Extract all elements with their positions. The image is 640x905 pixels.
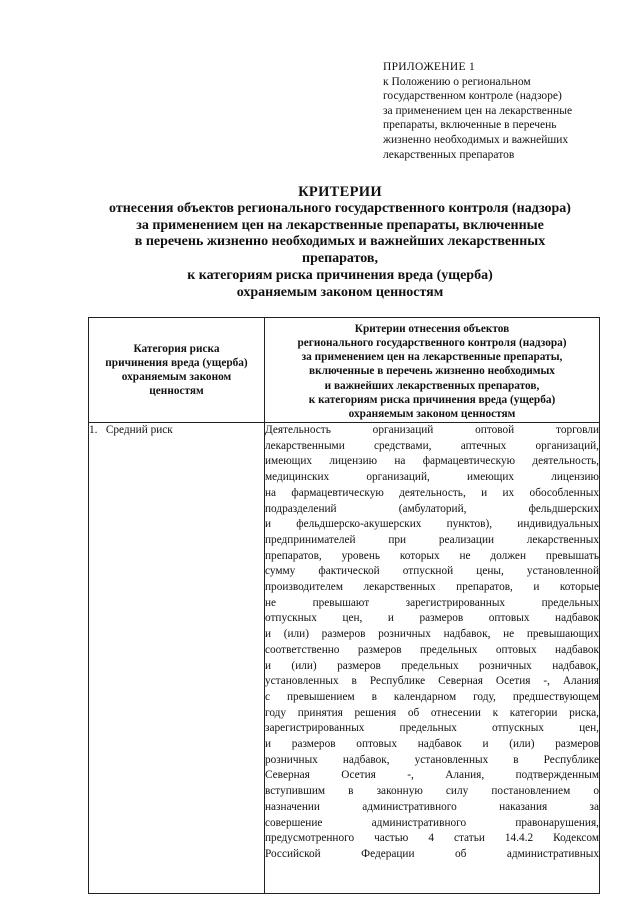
document-title — [40, 184, 640, 302]
header-criteria-line: включенные в перечень жизненно необходимых — [309, 365, 555, 378]
header-category-cell — [89, 318, 265, 423]
appendix-line: государственном контроле (надзоре) — [383, 90, 562, 103]
title-line: отнесения объектов регионального государственного контроля (надзора) — [109, 200, 571, 216]
header-category-line: Категория риска — [133, 342, 220, 355]
appendix-line: к Положению о региональном — [383, 75, 531, 88]
criteria-text-line: и (или) размеров предельных розничных надбавок, — [265, 659, 599, 672]
title-line: препаратов, — [302, 251, 378, 267]
criteria-text-line: вступившим в законную силу постановлением о — [265, 785, 599, 798]
criteria-text-line: и (или) размеров розничных надбавок, не превышающих — [265, 628, 599, 641]
criteria-text-line: Деятельность организаций оптовой торговли — [265, 424, 599, 436]
criteria-text-line: лекарственными средствами, аптечных организаций, — [265, 439, 599, 452]
header-category-line: охраняемым законом — [121, 371, 232, 383]
appendix-line: лекарственных препаратов — [383, 148, 515, 161]
header-criteria-cell — [265, 318, 600, 423]
title-line: к категориям риска причинения вреда (ущерба) — [187, 267, 493, 283]
table-row — [89, 423, 600, 894]
header-criteria-line: охраняемым законом ценностям — [348, 408, 516, 420]
risk-category-cell — [89, 423, 265, 894]
appendix-line: препараты, включенные в перечень — [383, 119, 557, 132]
criteria-text-line: зарегистрированных предельных отпускных цен, — [265, 722, 599, 735]
criteria-text-line: и фельдшерско-акушерских пунктов), индивидуальных — [265, 518, 599, 531]
criteria-text-line: на фармацевтическую деятельность, и их обособленных — [265, 486, 599, 499]
criteria-text-line: розничных надбавок, установленных в Республике — [265, 753, 599, 766]
header-criteria-line: регионального государственного контроля (надзора) — [297, 336, 567, 349]
criteria-text-line: установленных в Республике Северная Осетия -, Алания — [265, 675, 599, 688]
header-criteria-line: за применением цен на лекарственные препараты, — [301, 351, 563, 364]
criteria-text-line: медицинских организаций, имеющих лицензию — [265, 471, 599, 484]
header-category-line: ценностям — [149, 385, 204, 398]
criteria-text-line: не превышают зарегистрированных предельных — [265, 596, 599, 609]
criteria-text-line: с превышением в календарном году, предшествующем — [265, 690, 599, 703]
criteria-text-line: производителем лекарственных препаратов, и которые — [265, 581, 599, 594]
appendix-title: ПРИЛОЖЕНИЕ 1 — [383, 61, 476, 73]
header-criteria-line: к категориям риска причинения вреда (ущерба) — [308, 393, 556, 406]
criteria-text-line: подразделений (амбулаторий, фельдшерских — [265, 502, 599, 515]
criteria-text-line: препаратов, уровень которых не должен превышать — [265, 549, 599, 562]
header-criteria-line: и важнейших лекарственных препаратов, — [324, 379, 540, 392]
appendix-line: жизненно необходимых и важнейших — [383, 133, 569, 146]
criteria-table — [88, 317, 600, 894]
title-line: охраняемым законом ценностям — [236, 284, 444, 300]
title-line: за применением цен на лекарственные препараты, включенные — [136, 217, 544, 233]
criteria-text-line: совершение административного правонарушения, — [265, 816, 599, 829]
criteria-text-line: и размеров оптовых надбавок и (или) размеров — [265, 738, 599, 751]
criteria-text-line: предусмотренного частью 4 статьи 14.4.2 Кодексом — [265, 832, 599, 845]
appendix-block — [383, 60, 623, 162]
criteria-text-line: имеющих лицензию на фармацевтическую деятельность, — [265, 455, 599, 468]
criteria-text-line: соответственно размеров предельных оптовых надбавок — [265, 643, 599, 656]
criteria-text-line: предпринимателей при реализации лекарственных — [265, 533, 599, 546]
criteria-text-line: Российской Федерации об административных — [265, 847, 599, 860]
criteria-text-line: назначении административного наказания за — [265, 800, 599, 813]
risk-criteria-cell — [265, 423, 600, 894]
header-category-line: причинения вреда (ущерба) — [105, 356, 248, 369]
header-criteria-line: Критерии отнесения объектов — [354, 322, 510, 335]
criteria-text-line: сумму фактической отпускной цены, установленной — [265, 565, 599, 578]
title-line: в перечень жизненно необходимых и важнейших лекарственных — [134, 234, 546, 250]
appendix-line: за применением цен на лекарственные — [383, 104, 573, 117]
table-header-row — [89, 318, 600, 423]
row-number: 1. — [89, 424, 98, 436]
risk-category-label: Средний риск — [105, 424, 173, 436]
criteria-text-line: году принятия решения об отнесении к категории риска, — [265, 706, 599, 719]
document-heading: КРИТЕРИИ — [298, 184, 382, 200]
criteria-text-line: отпускных цен, и размеров оптовых надбавок — [265, 612, 599, 625]
criteria-text-line: Северная Осетия -, Алания, подтвержденным — [265, 769, 599, 782]
